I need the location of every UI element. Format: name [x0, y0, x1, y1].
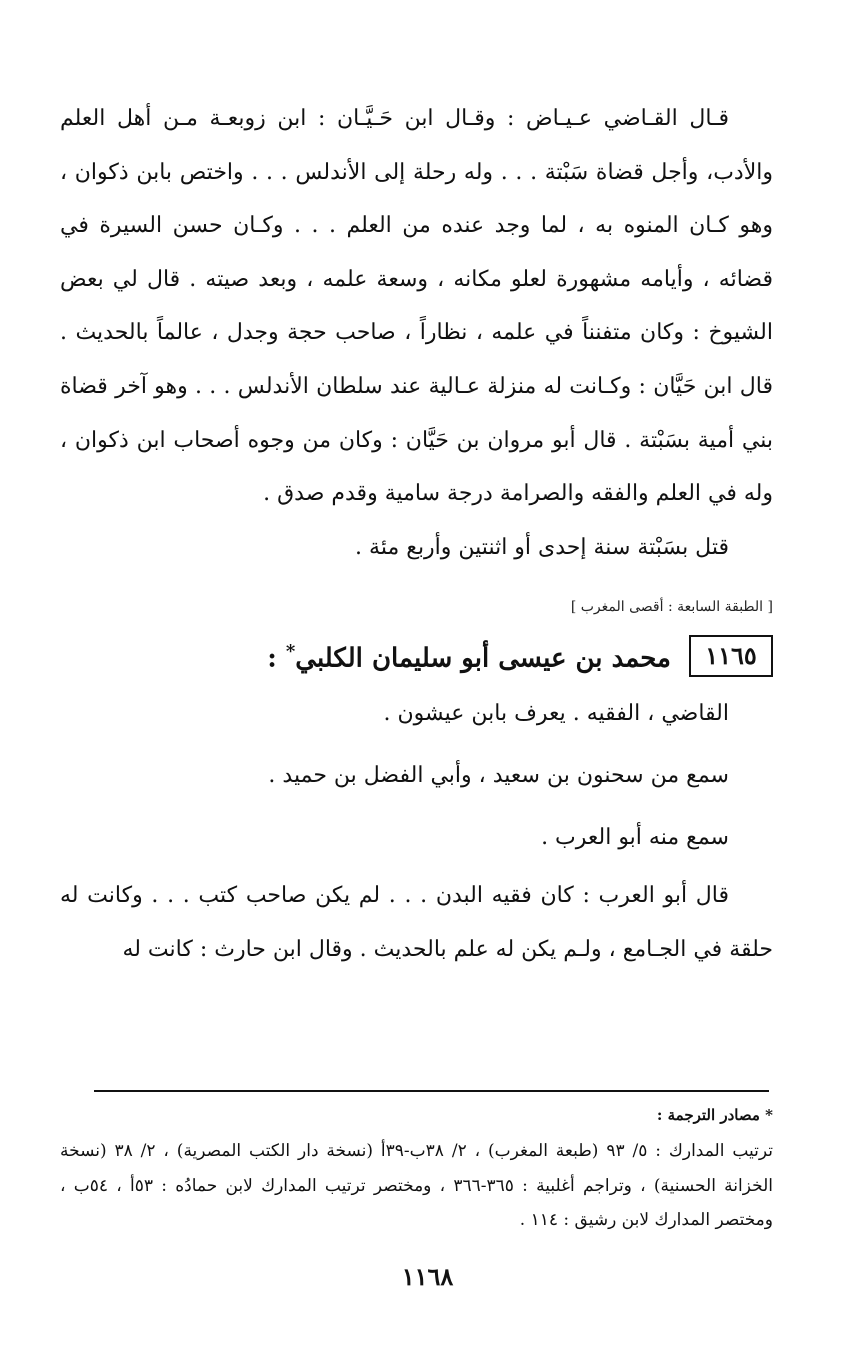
footnotes-text: ترتيب المدارك : ٥/ ٩٣ (طبعة المغرب) ، ٢/ ٣٨ب-٣٩أ (نسخة دار الكتب المصرية) ، ٢/ ٣٨ (نسخة الخزانة الحسنية) ، وتراجم أغلبية : ٣٦٥-٣٦٦ ، ومختصر ترتيب المدارك لابن حمادُه : ٥٣أ ، ٥٤ب ، ومختصر المدارك لابن رشيق : ١١٤ . — [60, 1141, 773, 1230]
page-content — [60, 92, 773, 976]
entry-number: ١١٦٥ — [689, 635, 773, 677]
entry-paragraph: قال أبو العرب : كان فقيه البدن . . . لم يكن صاحب كتب . . . وكانت له حلقة في الجـامع ، ولـم يكن له علم بالحديث . وقال ابن حارث : كانت له — [60, 883, 773, 962]
entry-title-colon: : — [267, 644, 286, 674]
entry-line-2: سمع من سحنون بن سعيد ، وأبي الفضل بن حميد . — [268, 763, 729, 788]
entry-header — [60, 632, 773, 679]
page-number: ١١٦٨ — [401, 1262, 454, 1291]
entry-line-3: سمع منه أبو العرب . — [541, 825, 729, 850]
footnotes-heading: * مصادر الترجمة : — [656, 1106, 773, 1124]
body-paragraph-2: قتل بسَبْتة سنة إحدى أو اثنتين وأربع مئة . — [355, 534, 729, 560]
entry-title — [267, 632, 671, 679]
tabaqa-label: [ الطبقة السابعة : أقصى المغرب ] — [570, 599, 773, 616]
entry-title-text: محمد بن عيسى أبو سليمان الكلبي — [295, 644, 671, 674]
body-paragraph-1: قـال القـاضي عـيـاض : وقـال ابن حَـيَّـان : ابن زوبعـة مـن أهل العلم والأدب، وأجل قضاة سَبْتة . . . وله رحلة إلى الأندلس . . . واختص بابن ذكوان ، وهو كـان المنوه به ، لما وجد عنده من العلم . . . وكـان حسن السيرة في قضائه ، وأيامه مشهورة لعلو مكانه ، وسعة علمه ، وبعد صيته . قال لي بعض الشيوخ : وكان متفنناً في علمه ، نظاراً ، صاحب حجة وجدل ، عالماً بالحديث . قال ابن حَيَّان : وكـانت له منزلة عـالية عند سلطان الأندلس . . . وهو آخر قضاة بني أمية بسَبْتة . قال أبو مروان بن حَيَّان : وكان من وجوه أصحاب ابن ذكوان ، وله في العلم والفقه والصرامة درجة سامية وقدم صدق . — [60, 106, 773, 507]
footnotes — [60, 1102, 773, 1238]
footnote-divider — [94, 1090, 769, 1092]
entry-body — [60, 683, 773, 976]
footnote-marker: * — [285, 641, 296, 663]
entry-line-1: القاضي ، الفقيه . يعرف بابن عيشون . — [383, 701, 729, 726]
main-text — [60, 92, 773, 574]
